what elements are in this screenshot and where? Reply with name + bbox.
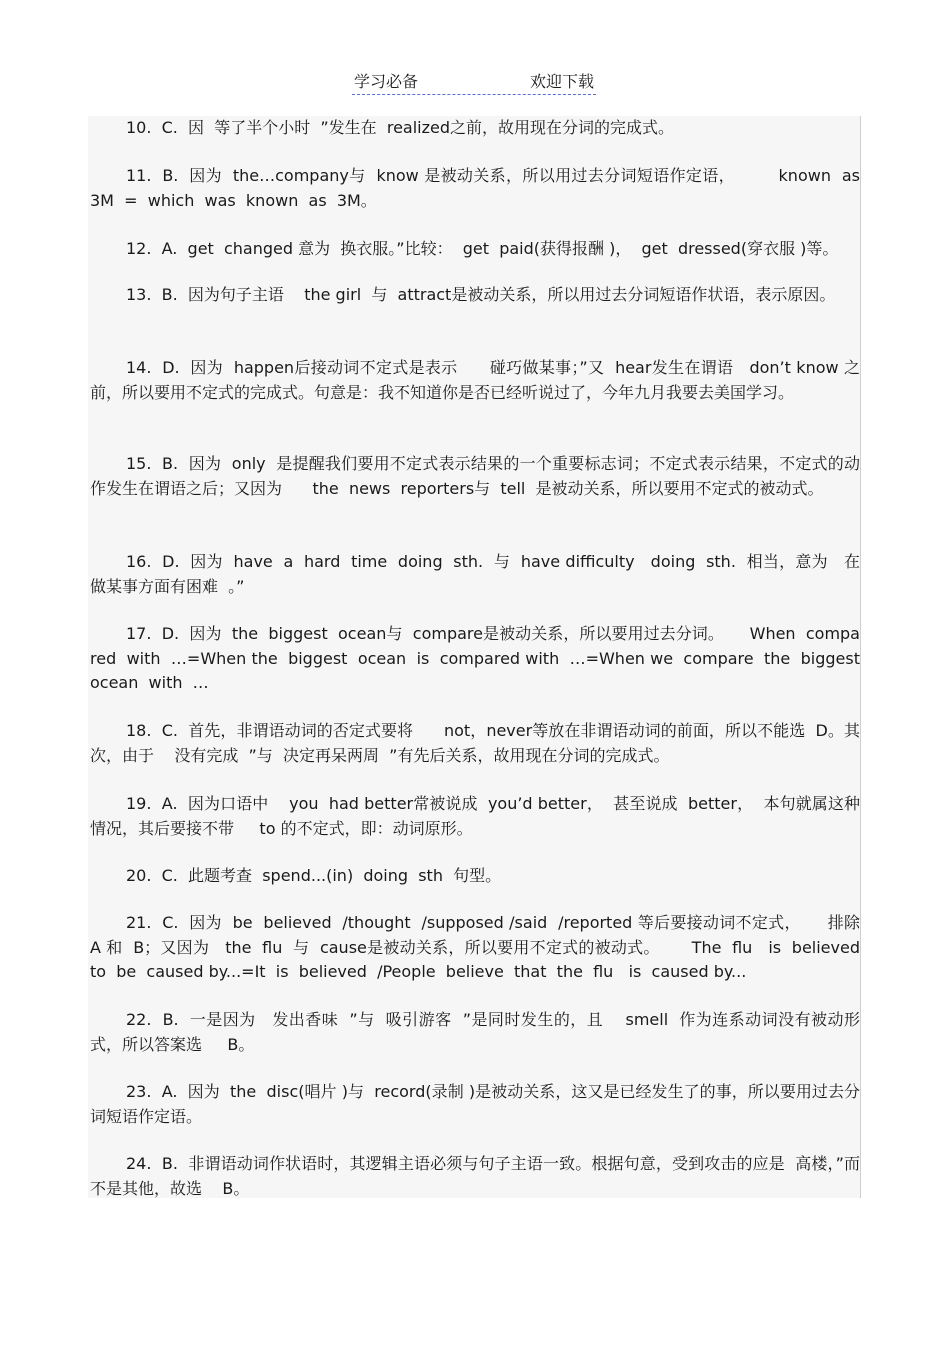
answer-13: 13. B. 因为句子主语 the girl 与 attract是被动关系，所以用过去分词短语作状语，表示原因。 [126, 285, 836, 304]
answer-19: 19. A. 因为口语中 you had better常被说成 you’d better， 甚至说成 better， 本句就属这种情况，其后要接不带 to 的不定式，即：动词原形。 [90, 794, 860, 838]
answer-24: 24. B. 非谓语动词作状语时，其逻辑主语必须与句子主语一致。根据句意，受到攻击的应是 高楼，”而不是其他，故选 B。 [90, 1154, 860, 1198]
header-right-text: 欢迎下载 [529, 72, 594, 91]
header-left-text: 学习必备 [354, 72, 419, 91]
answer-20: 20. C. 此题考查 spend...(in) doing sth 句型。 [126, 866, 502, 885]
answer-17: 17. D. 因为 the biggest ocean与 compare是被动关系，所以要用过去分词。 When compared with …=When the biggest ocean is compared with …=When we compare the biggest ocean with … [90, 624, 871, 692]
answer-12: 12. A. get changed 意为 换衣服。”比较： get paid(获得报酬 )， get dressed(穿衣服 )等。 [126, 239, 839, 258]
answer-11: 11. B. 因为 the…company与 know 是被动关系，所以用过去分词短语作定语， known as 3M = which was known as 3M。 [90, 166, 871, 210]
answer-16: 16. D. 因为 have a hard time doing sth. 与 have difficulty doing sth. 相当，意为 在做某事方面有困难 。” [90, 552, 860, 596]
answer-list [88, 116, 871, 1198]
page-header [352, 70, 596, 95]
answer-14: 14. D. 因为 happen后接动词不定式是表示 碰巧做某事；”又 hear发生在谓语 don’t know 之前，所以要用不定式的完成式。句意是：我不知道你是否已经听说过了，今年九月我要去美国学习。 [90, 358, 860, 402]
answer-15: 15. B. 因为 only 是提醒我们要用不定式表示结果的一个重要标志词；不定式表示结果，不定式的动作发生在谓语之后；又因为 the news reporters与 tell 是被动关系，所以要用不定式的被动式。 [90, 454, 860, 498]
answer-21: 21. C. 因为 be believed /thought /supposed /said /reported 等后要接动词不定式， 排除 A 和 B；又因为 the flu 与 cause是被动关系，所以要用不定式的被动式。 The flu is believed to be caused by...=It is believed /People believe that the flu is caused by... [90, 913, 871, 981]
answer-22: 22. B. 一是因为 发出香味 ”与 吸引游客 ”是同时发生的，且 smell 作为连系动词没有被动形式，所以答案选 B。 [90, 1010, 860, 1054]
answer-18: 18. C. 首先，非谓语动词的否定式要将 not，never等放在非谓语动词的前面，所以不能选 D。其次，由于 没有完成 ”与 决定再呆两周 ”有先后关系，故用现在分词的完成式。 [90, 721, 860, 765]
answer-10: 10. C. 因 等了半个小时 ”发生在 realized之前，故用现在分词的完成式。 [126, 118, 675, 137]
answer-23: 23. A. 因为 the disc(唱片 )与 record(录制 )是被动关系，这又是已经发生了的事，所以要用过去分词短语作定语。 [90, 1082, 860, 1126]
